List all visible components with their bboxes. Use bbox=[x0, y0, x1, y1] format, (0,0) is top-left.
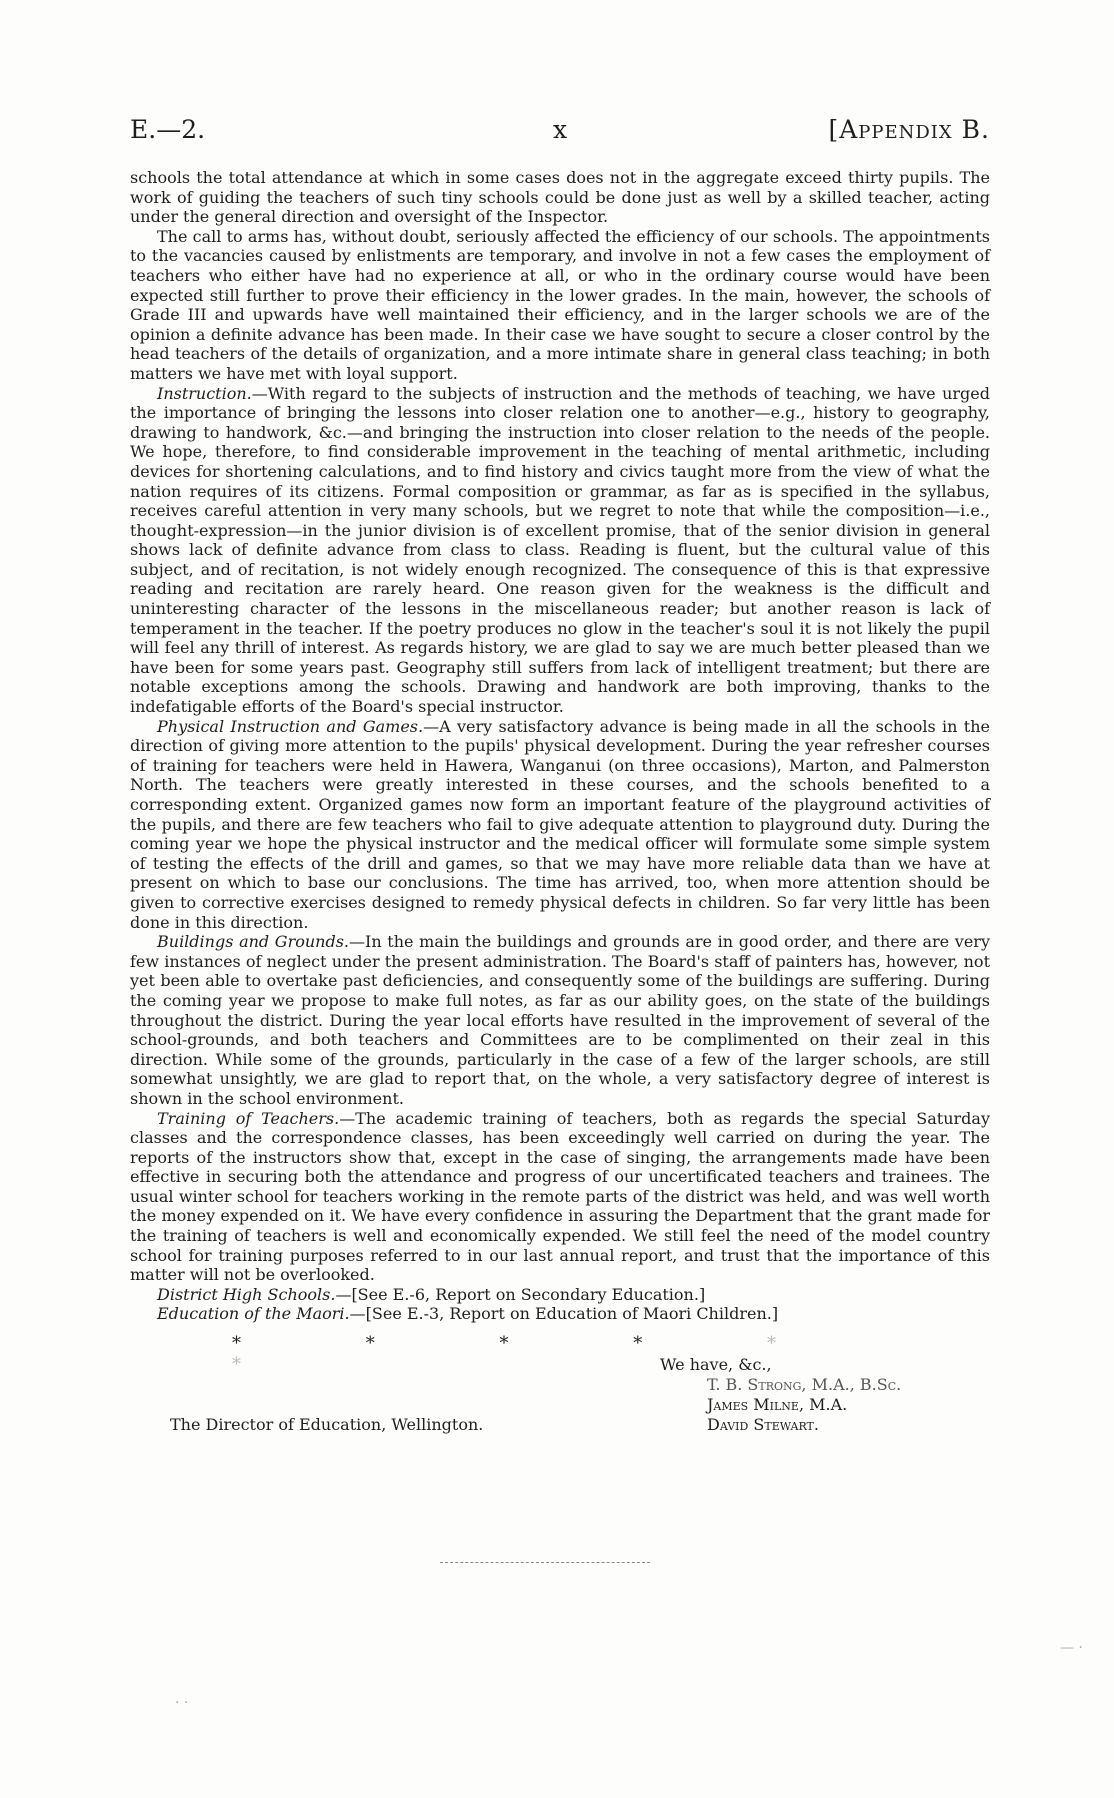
section-heading: Instruction. bbox=[157, 383, 252, 403]
star: * bbox=[633, 1333, 643, 1355]
star: * bbox=[365, 1333, 375, 1355]
paragraph: schools the total attendance at which in some cases does not in the aggregate exceed thirty pupils. The work of guiding the teachers of such tiny schools could be done just as well by a skilled teacher, acting under the general direction and oversight of the Inspector. bbox=[130, 168, 990, 227]
signoff-block bbox=[130, 1355, 990, 1449]
paragraph-maori-education: Education of the Maori.—[See E.-3, Report on Education of Maori Children.] bbox=[157, 1304, 779, 1324]
star: * bbox=[766, 1333, 776, 1355]
paragraph-training: Training of Teachers.—The academic training of teachers, both as regards the special Saturday classes and the correspondence classes, has been exceedingly well carried on during the year. The reports of the instructors show that, except in the case of singing, the arrangements made have been effective in securing both the attendance and progress of our uncertificated teachers and trainees. The usual winter school for teachers working in the remote parts of the district was held, and was well worth the money expended on it. We have every confidence in assuring the Department that the grant made for the training of teachers is well and economically expended. We still feel the need of the model country school for training purposes referred to in our last annual report, and trust that the importance of this matter will not be overlooked. bbox=[130, 1108, 990, 1285]
closing-phrase: We have, &c., bbox=[660, 1355, 772, 1375]
paragraph-buildings: Buildings and Grounds.—In the main the buildings and grounds are in good order, and there are very few instances of neglect under the present administration. The Board's staff of painters has, however, not yet been able to overtake past deficiencies, and consequently some of the buildings are suffering. During the coming year we propose to make full notes, as far as our ability goes, on the state of the buildings throughout the district. During the year local efforts have resulted in the improvement of several of the school-grounds, and both teachers and Committees are to be complimented on their zeal in this direction. While some of the grounds, particularly in the case of a few of the larger schools, are still somewhat unsightly, we are glad to report that, on the whole, a very satisfactory degree of interest is shown in the school environment. bbox=[130, 932, 990, 1108]
section-heading: Buildings and Grounds. bbox=[157, 932, 350, 952]
paragraph-district-high-schools: District High Schools.—[See E.-6, Report on Secondary Education.] bbox=[157, 1284, 706, 1304]
signatory: T. B. Strong, M.A., B.Sc. bbox=[707, 1375, 902, 1395]
scan-artifact: · · bbox=[175, 1695, 189, 1711]
page-header bbox=[130, 115, 990, 149]
report-body bbox=[130, 168, 990, 1324]
signatory: David Stewart. bbox=[707, 1415, 819, 1435]
star: * bbox=[232, 1354, 241, 1376]
appendix-label: [Appendix B. bbox=[828, 115, 990, 144]
page-number: x bbox=[552, 115, 568, 144]
document-code: E.—2. bbox=[130, 115, 206, 144]
addressee: The Director of Education, Wellington. bbox=[170, 1415, 484, 1435]
divider bbox=[440, 1562, 650, 1563]
section-heading: Education of the Maori. bbox=[157, 1304, 350, 1324]
section-heading: District High Schools. bbox=[157, 1284, 336, 1304]
section-heading: Physical Instruction and Games. bbox=[157, 716, 424, 736]
document-page bbox=[130, 115, 990, 1449]
paragraph: The call to arms has, without doubt, seriously affected the efficiency of our schools. The appointments to the vacancies caused by enlistments are temporary, and involve in not a few cases the employment of teachers who either have had no experience at all, or who in the ordinary course would have been expected still further to prove their efficiency in the lower grades. In the main, however, the schools of Grade III and upwards have well maintained their efficiency, and in the larger schools we are of the opinion a definite advance has been made. In their case we have sought to secure a closer control by the head teachers of the details of organization, and a more intimate share in general class teaching; in both matters we have met with loyal support. bbox=[130, 226, 990, 383]
scan-artifact: — · bbox=[1060, 1640, 1083, 1656]
signatory: James Milne, M.A. bbox=[707, 1395, 848, 1415]
star: * bbox=[499, 1333, 509, 1355]
star: * bbox=[232, 1333, 241, 1355]
section-heading: Training of Teachers. bbox=[157, 1108, 340, 1128]
paragraph-instruction: Instruction.—With regard to the subjects of instruction and the methods of teaching, we have urged the importance of bringing the lessons into closer relation one to another—e.g., history to geography, drawing to handwork, &c.—and bringing the instruction into closer relation to the needs of the people. We hope, therefore, to find considerable improvement in the teaching of mental arithmetic, including devices for shortening calculations, and to find history and civics taught more from the view of what the nation requires of its citizens. Formal composition or grammar, as far as is specified in the syllabus, receives careful attention in very many schools, but we regret to note that while the composition—i.e., thought-expression—in the junior division is of excellent promise, that of the senior division in general shows lack of definite advance from class to class. Reading is fluent, but the cultural value of this subject, and of recitation, is not widely enough recognized. The consequence of this is that expressive reading and recitation are rarely heard. One reason given for the weakness is the difficult and uninteresting character of the lessons in the miscellaneous reader; but another reason is lack of temperament in the teacher. If the poetry produces no glow in the teacher's soul it is not likely the pupil will feel any thrill of interest. As regards history, we are glad to say we are much better pleased than we have been for some years past. Geography still suffers from lack of intelligent treatment; but there are notable exceptions among the schools. Drawing and handwork are both improving, thanks to the indefatigable efforts of the Board's special instructor. bbox=[130, 383, 990, 717]
paragraph-physical-instruction: Physical Instruction and Games.—A very satisfactory advance is being made in all the schools in the direction of giving more attention to the pupils' physical development. During the year refresher courses of training for teachers were held in Hawera, Wanganui (on three occasions), Marton, and Palmerston North. The teachers were greatly interested in these courses, and the schools benefited to a corresponding extent. Organized games now form an important feature of the playground activities of the pupils, and there are few teachers who fail to give adequate attention to playground duty. During the coming year we hope the physical instructor and the medical officer will formulate some simple system of testing the effects of the drill and games, so that we may have more reliable data than we have at present on which to base our conclusions. The time has arrived, too, when more attention should be given to corrective exercises designed to remedy physical defects in children. So far very little has been done in this direction. bbox=[130, 716, 990, 932]
